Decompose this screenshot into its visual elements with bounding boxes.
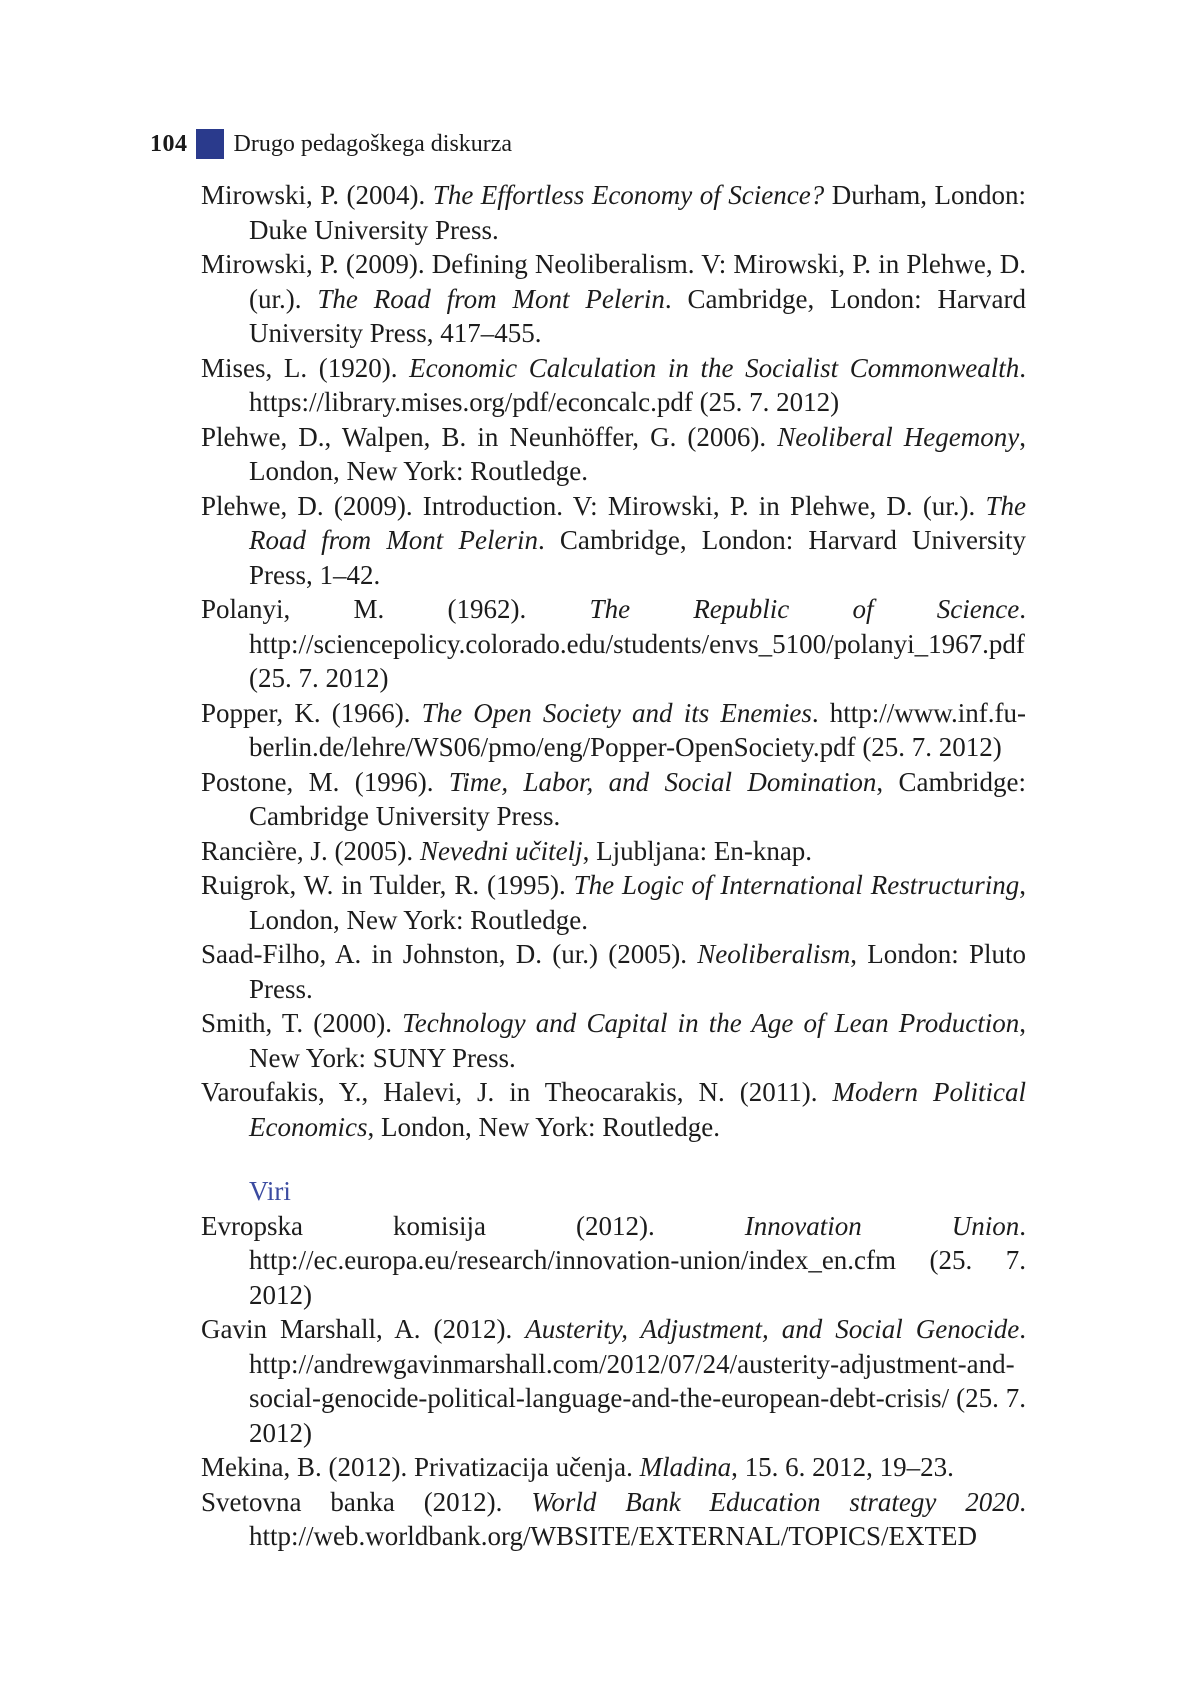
reference-entry <box>201 868 1026 937</box>
entry-title: The Road from Mont Pelerin <box>317 283 665 314</box>
entry-title: Austerity, Adjustment, and Social Genocide <box>525 1314 1020 1344</box>
entry-author-year: Smith, T. (2000). <box>201 1008 403 1038</box>
entry-publication-info: , Ljubljana: En-knap. <box>582 835 813 866</box>
reference-entry <box>201 937 1026 1006</box>
entry-title: Technology and Capital in the Age of Lean Production <box>402 1008 1020 1038</box>
entry-author-year: Mises, L. (1920). <box>201 352 410 383</box>
header-marker-square <box>196 129 224 159</box>
reference-entry <box>201 489 1026 593</box>
reference-entry <box>201 247 1026 351</box>
entry-author-year: Gavin Marshall, A. (2012). <box>201 1314 526 1344</box>
entry-title: The Open Society and its Enemies <box>421 697 812 728</box>
reference-entry <box>201 1006 1026 1075</box>
entry-publication-info: . http://web.worldbank.org/WBSITE/EXTERNAL/TOPICS/EXTED <box>249 1486 1027 1551</box>
entry-title: The Effortless Economy of Science? <box>432 180 825 210</box>
page-header <box>150 126 512 162</box>
entry-publication-info: , London: Pluto Press. <box>249 939 1026 1004</box>
reference-entry <box>201 178 1026 247</box>
entry-title: Economic Calculation in the Socialist Commonwealth <box>409 352 1020 383</box>
entry-title: Modern Political Economics <box>249 1077 1026 1142</box>
running-title: Drugo pedagoškega diskurza <box>233 130 513 157</box>
source-entry <box>201 1209 1026 1313</box>
entry-publication-info: , London, New York: Routledge. <box>249 421 1026 486</box>
entry-author-year: Svetovna banka (2012). <box>201 1486 532 1517</box>
entry-publication-info: , New York: SUNY Press. <box>249 1008 1026 1073</box>
entry-title: Innovation Union <box>744 1210 1020 1241</box>
entry-author-year: Mirowski, P. (2009). Defining Neoliberalism. V: Mirowski, P. in Plehwe, D. (ur.). <box>201 249 1026 314</box>
entry-publication-info: , Cambridge: Cambridge University Press. <box>249 766 1027 831</box>
entry-author-year: Plehwe, D. (2009). Introduction. V: Mirowski, P. in Plehwe, D. (ur.). <box>201 490 986 521</box>
entry-author-year: Saad-Filho, A. in Johnston, D. (ur.) (2005). <box>201 939 698 969</box>
entry-title: The Logic of International Restructuring <box>573 870 1020 900</box>
entry-title: The Republic of Science <box>589 594 1020 624</box>
entry-publication-info: . https://library.mises.org/pdf/econcalc.pdf (25. 7. 2012) <box>249 352 1026 417</box>
sources-list <box>201 1209 1026 1554</box>
entry-publication-info: , London, New York: Routledge. <box>367 1111 720 1142</box>
entry-publication-info: Durham, London: Duke University Press. <box>249 180 1026 245</box>
entry-title: Mladina <box>639 1452 732 1482</box>
entry-publication-info: . http://andrewgavinmarshall.com/2012/07/24/austerity-adjustment-and-social-genocide-political-language-and-the-european-debt-crisis/ (25. 7. 2012) <box>249 1314 1026 1448</box>
source-entry <box>201 1485 1026 1554</box>
entry-author-year: Plehwe, D., Walpen, B. in Neunhöffer, G. (2006). <box>201 421 778 452</box>
entry-author-year: Varoufakis, Y., Halevi, J. in Theocarakis, N. (2011). <box>201 1077 833 1107</box>
entry-publication-info: , London, New York: Routledge. <box>249 870 1027 935</box>
reference-entry <box>201 592 1026 696</box>
entry-author-year: Mekina, B. (2012). Privatizacija učenja. <box>201 1452 640 1482</box>
entry-publication-info: , 15. 6. 2012, 19–23. <box>731 1452 954 1482</box>
entry-title: World Bank Education strategy 2020 <box>531 1486 1020 1517</box>
page-number: 104 <box>150 130 188 157</box>
entry-title: Time, Labor, and Social Domination <box>448 766 877 797</box>
bibliography <box>201 178 1026 1554</box>
source-entry <box>201 1450 1026 1485</box>
entry-publication-info: . http://sciencepolicy.colorado.edu/students/envs_5100/polanyi_1967.pdf (25. 7. 2012) <box>249 594 1026 693</box>
entry-title: Neoliberalism <box>697 939 851 969</box>
entry-publication-info: . http://ec.europa.eu/research/innovation-union/index_en.cfm (25. 7. 2012) <box>249 1210 1026 1310</box>
entry-author-year: Mirowski, P. (2004). <box>201 180 433 210</box>
source-entry <box>201 1312 1026 1450</box>
reference-entry <box>201 351 1026 420</box>
entry-author-year: Evropska komisija (2012). <box>201 1210 745 1241</box>
entry-title: Nevedni učitelj <box>419 835 583 866</box>
entry-publication-info: . Cambridge, London: Harvard University Press, 417–455. <box>249 283 1026 348</box>
section-heading-viri: Viri <box>249 1176 291 1206</box>
entry-title: The Road from Mont Pelerin <box>249 490 1026 555</box>
entry-author-year: Postone, M. (1996). <box>201 766 449 797</box>
entry-author-year: Popper, K. (1966). <box>201 697 422 728</box>
entry-author-year: Rancière, J. (2005). <box>201 835 420 866</box>
reference-entry <box>201 1075 1026 1144</box>
entry-title: Neoliberal Hegemony <box>777 421 1020 452</box>
reference-entry <box>201 420 1026 489</box>
entry-publication-info: . Cambridge, London: Harvard University Press, 1–42. <box>249 525 1026 590</box>
entry-author-year: Ruigrok, W. in Tulder, R. (1995). <box>201 870 574 900</box>
references-list <box>201 178 1026 1144</box>
reference-entry <box>201 696 1026 765</box>
reference-entry <box>201 834 1026 869</box>
entry-publication-info: . http://www.inf.fu-berlin.de/lehre/WS06/pmo/eng/Popper-OpenSociety.pdf (25. 7. 2012) <box>249 697 1026 762</box>
entry-author-year: Polanyi, M. (1962). <box>201 594 590 624</box>
reference-entry <box>201 765 1026 834</box>
